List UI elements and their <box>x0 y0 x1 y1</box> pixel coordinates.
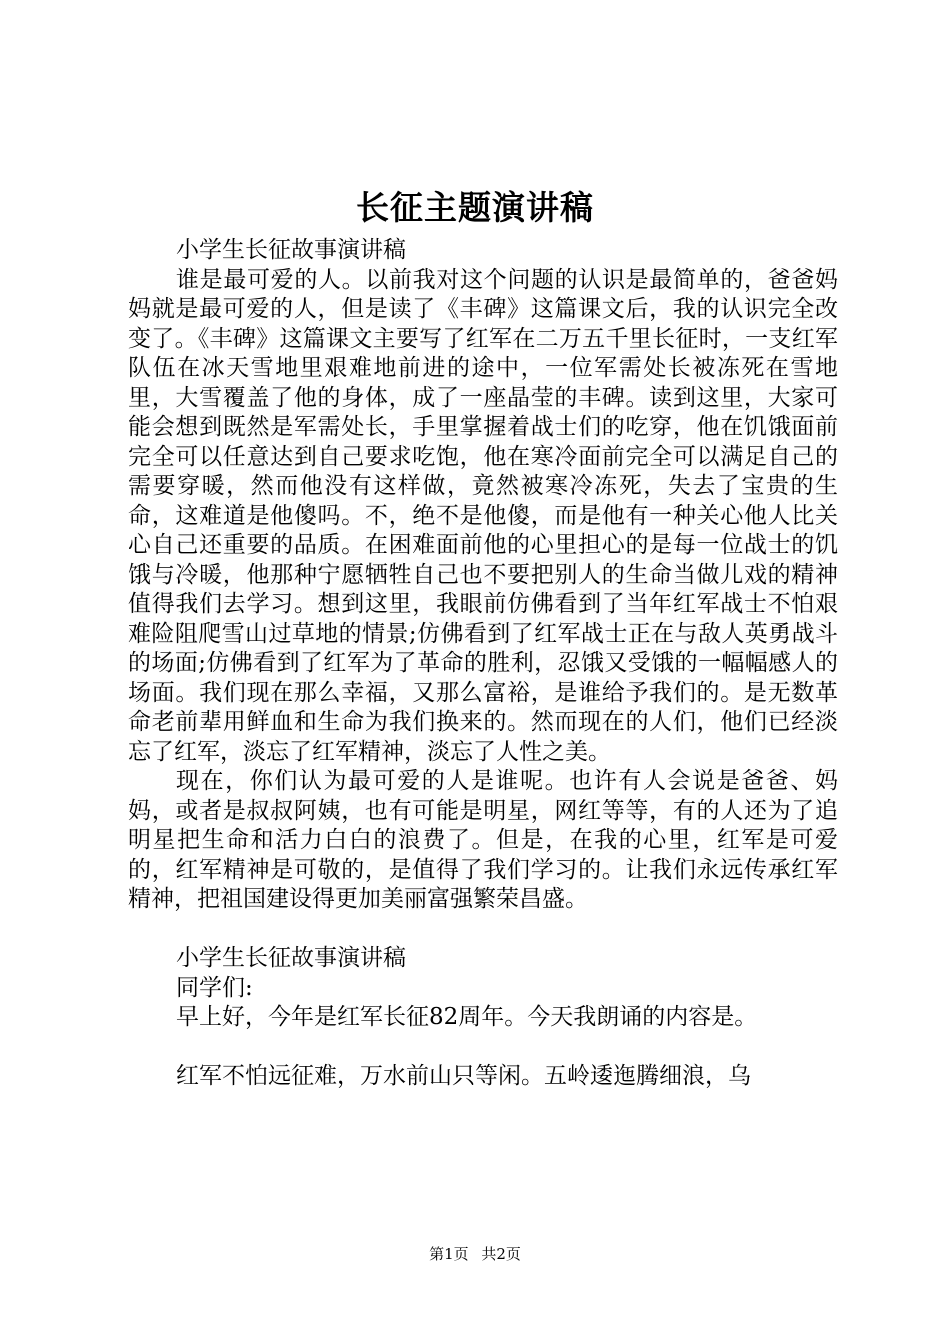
section2-poem-line: 红军不怕远征难，万水前山只等闲。五岭逶迤腾细浪，乌 <box>176 1063 751 1089</box>
section2-opening: 早上好，今年是红军长征82周年。今天我朗诵的内容是。 <box>176 1004 758 1030</box>
section1-paragraph-1: 谁是最可爱的人。以前我对这个问题的认识是最简单的，爸爸妈妈就是最可爱的人，但是读了《丰碑》这篇课文后，我的认识完全改变了。《丰碑》这篇课文主要写了红军在二万五千里长征时，一支红军队伍在冰天雪地里艰难地前进的途中，一位军需处长被冻死在雪地里，大雪覆盖了他的身体，成了一座晶莹的丰碑。读到这里，大家可能会想到既然是军需处长，手里掌握着战士们的吃穿，他在饥饿面前完全可以任意达到自己要求吃饱，他在寒冷面前完全可以满足自己的需要穿暖，然而他没有这样做，竟然被寒冷冻死，失去了宝贵的生命，这难道是他傻吗。不，绝不是他傻，而是他有一种关心他人比关心自己还重要的品质。在困难面前他的心里担心的是每一位战士的饥饿与冷暖，他那种宁愿牺牲自己也不要把别人的生命当做儿戏的精神值得我们去学习。想到这里，我眼前仿佛看到了当年红军战士不怕艰难险阻爬雪山过草地的情景;仿佛看到了红军战士正在与敌人英勇战斗的场面;仿佛看到了红军为了革命的胜利，忍饿又受饿的一幅幅感人的场面。我们现在那么幸福，又那么富裕，是谁给予我们的。是无数革命老前辈用鲜血和生命为我们换来的。然而现在的人们，他们已经淡忘了红军，淡忘了红军精神，淡忘了人性之美。 <box>128 266 838 765</box>
paragraph-gap <box>128 1033 838 1063</box>
document-body <box>128 236 838 1092</box>
document-title: 长征主题演讲稿 <box>356 188 594 227</box>
page-footer <box>0 1243 950 1265</box>
section1-paragraph-2: 现在，你们认为最可爱的人是谁呢。也许有人会说是爸爸、妈妈，或者是叔叔阿姨，也有可能是明星，网红等等，有的人还为了追明星把生命和活力白白的浪费了。但是，在我的心里，红军是可爱的，红军精神是可敬的，是值得了我们学习的。让我们永远传承红军精神，把祖国建设得更加美丽富强繁荣昌盛。 <box>128 768 838 912</box>
page-number-total: 共2页 <box>481 1245 521 1263</box>
section2-greeting: 同学们: <box>176 974 253 1001</box>
page-number-current: 第1页 <box>429 1245 469 1263</box>
section1-heading: 小学生长征故事演讲稿 <box>176 237 406 263</box>
section2-heading: 小学生长征故事演讲稿 <box>176 945 406 971</box>
paragraph-gap <box>128 915 838 945</box>
